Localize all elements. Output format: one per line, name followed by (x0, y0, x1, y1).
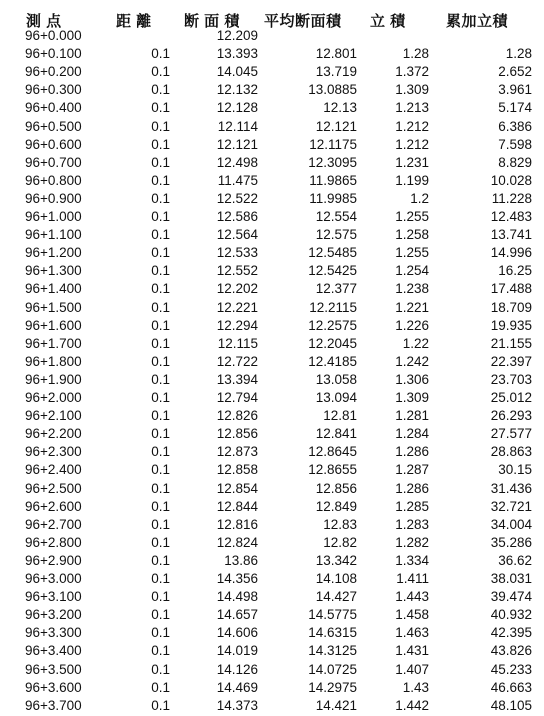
row-volume: 1.443 (395, 589, 429, 605)
row-distance: 0.1 (151, 462, 170, 478)
row-area: 13.86 (224, 552, 258, 568)
header-distance: 距 離 (116, 13, 152, 30)
row-point: 96+3.700 (25, 697, 82, 713)
row-cumulative: 45.233 (490, 661, 532, 677)
row-distance: 0.1 (151, 353, 170, 369)
row-volume: 1.242 (395, 353, 429, 369)
row-volume: 1.286 (395, 480, 429, 496)
row-point: 96+0.600 (25, 136, 82, 152)
row-avg-area: 14.0725 (308, 661, 357, 677)
row-area: 11.475 (217, 172, 258, 188)
row-area: 12.128 (216, 100, 258, 116)
row-distance: 0.1 (151, 227, 170, 243)
row-volume: 1.287 (395, 462, 429, 478)
row-cumulative: 42.395 (490, 625, 532, 641)
row-cumulative: 34.004 (490, 516, 532, 532)
row-point: 96+3.300 (25, 625, 82, 641)
row-avg-area: 13.719 (315, 64, 357, 80)
row-point: 96+0.800 (25, 172, 82, 188)
row-point: 96+1.700 (25, 335, 82, 351)
row-area: 12.114 (217, 118, 258, 134)
row-distance: 0.1 (151, 136, 170, 152)
row-cumulative: 25.012 (490, 390, 532, 405)
row-volume: 1.22 (402, 335, 429, 351)
row-area: 12.586 (216, 209, 258, 224)
row-avg-area: 14.6315 (308, 625, 357, 641)
row-area: 12.564 (216, 227, 258, 243)
row-avg-area: 14.3125 (308, 643, 357, 659)
row-point: 96+0.900 (25, 190, 82, 206)
row-distance: 0.1 (151, 390, 170, 405)
row-avg-area: 12.3095 (308, 154, 357, 170)
row-point: 96+1.000 (25, 209, 82, 224)
row-avg-area: 12.856 (315, 480, 357, 496)
row-avg-area: 12.841 (315, 426, 357, 442)
row-distance: 0.1 (151, 516, 170, 532)
row-point: 96+2.200 (25, 426, 82, 442)
row-point: 96+2.900 (25, 552, 82, 568)
row-cumulative: 13.741 (490, 227, 532, 243)
row-distance: 0.1 (151, 498, 170, 514)
row-point: 96+2.100 (25, 408, 82, 424)
row-area: 12.858 (216, 462, 258, 478)
row-volume: 1.334 (395, 552, 429, 568)
header-avg-area: 平均断面積 (264, 13, 342, 30)
row-distance: 0.1 (151, 480, 170, 496)
row-volume: 1.255 (395, 209, 429, 224)
row-area: 12.826 (216, 408, 258, 424)
row-volume: 1.254 (395, 263, 429, 279)
row-distance: 0.1 (151, 371, 170, 387)
row-avg-area: 12.5485 (308, 245, 357, 261)
row-volume: 1.284 (395, 426, 429, 442)
row-avg-area: 13.094 (315, 390, 357, 405)
row-cumulative: 38.031 (490, 571, 532, 586)
row-cumulative: 8.829 (498, 154, 532, 170)
row-point: 96+3.000 (25, 571, 82, 586)
row-point: 96+3.500 (25, 661, 82, 677)
row-cumulative: 28.863 (490, 444, 532, 460)
row-avg-area: 14.427 (315, 589, 357, 605)
row-area: 12.522 (216, 190, 258, 206)
row-distance: 0.1 (151, 82, 170, 98)
row-point: 96+3.100 (25, 589, 82, 605)
row-volume: 1.285 (395, 498, 429, 514)
row-area: 14.657 (216, 607, 258, 623)
row-avg-area: 12.83 (323, 516, 357, 532)
row-point: 96+2.600 (25, 498, 82, 514)
row-point: 96+2.700 (25, 516, 82, 532)
row-volume: 1.463 (395, 625, 429, 641)
row-distance: 0.1 (151, 245, 170, 261)
row-avg-area: 12.554 (315, 209, 357, 224)
row-cumulative: 5.174 (498, 100, 532, 116)
row-area: 12.115 (217, 335, 258, 351)
row-distance: 0.1 (151, 100, 170, 116)
row-volume: 1.283 (395, 516, 429, 532)
row-cumulative: 16.25 (498, 263, 532, 279)
row-volume: 1.458 (395, 607, 429, 623)
row-avg-area: 12.8645 (308, 444, 357, 460)
row-volume: 1.281 (395, 408, 429, 424)
row-avg-area: 11.9985 (309, 190, 357, 206)
row-distance: 0.1 (151, 281, 170, 297)
row-distance: 0.1 (151, 263, 170, 279)
row-volume: 1.282 (395, 534, 429, 550)
row-point: 96+0.100 (25, 46, 82, 62)
row-point: 96+3.600 (25, 679, 82, 695)
row-area: 12.209 (216, 28, 258, 43)
row-avg-area: 14.5775 (308, 607, 357, 623)
row-point: 96+0.200 (25, 64, 82, 80)
row-cumulative: 7.598 (498, 136, 532, 152)
row-area: 14.045 (216, 64, 258, 80)
row-point: 96+0.500 (25, 118, 82, 134)
row-point: 96+2.300 (25, 444, 82, 460)
row-distance: 0.1 (151, 190, 170, 206)
row-area: 12.533 (216, 245, 258, 261)
row-point: 96+0.300 (25, 82, 82, 98)
row-area: 14.356 (216, 571, 258, 586)
row-avg-area: 12.81 (323, 408, 357, 424)
row-point: 96+1.100 (25, 227, 82, 243)
row-cumulative: 43.826 (490, 643, 532, 659)
header-cumulative: 累加立積 (446, 13, 509, 30)
row-distance: 0.1 (151, 625, 170, 641)
row-volume: 1.309 (395, 390, 429, 405)
row-distance: 0.1 (151, 64, 170, 80)
row-cumulative: 39.474 (490, 589, 532, 605)
row-volume: 1.199 (395, 172, 429, 188)
row-volume: 1.442 (395, 697, 429, 713)
row-cumulative: 48.105 (490, 697, 532, 713)
row-distance: 0.1 (151, 46, 170, 62)
row-volume: 1.258 (395, 227, 429, 243)
row-cumulative: 12.483 (490, 209, 532, 224)
row-volume: 1.309 (395, 82, 429, 98)
row-cumulative: 14.996 (490, 245, 532, 261)
row-avg-area: 12.13 (323, 100, 357, 116)
row-distance: 0.1 (151, 571, 170, 586)
row-volume: 1.286 (395, 444, 429, 460)
row-avg-area: 12.8655 (308, 462, 357, 478)
row-distance: 0.1 (151, 679, 170, 695)
row-distance: 0.1 (151, 172, 170, 188)
row-distance: 0.1 (151, 335, 170, 351)
row-volume: 1.226 (395, 317, 429, 333)
row-cumulative: 35.286 (490, 534, 532, 550)
row-avg-area: 12.2045 (308, 335, 357, 351)
row-cumulative: 36.62 (498, 552, 532, 568)
row-area: 12.873 (216, 444, 258, 460)
row-point: 96+1.400 (25, 281, 82, 297)
row-area: 12.498 (216, 154, 258, 170)
row-avg-area: 12.801 (315, 46, 357, 62)
row-cumulative: 30.15 (498, 462, 532, 478)
row-avg-area: 12.575 (315, 227, 357, 243)
row-area: 12.132 (216, 82, 258, 98)
row-area: 14.373 (216, 697, 258, 713)
row-cumulative: 1.28 (505, 46, 532, 62)
row-avg-area: 12.849 (315, 498, 357, 514)
row-point: 96+1.300 (25, 263, 82, 279)
row-distance: 0.1 (151, 317, 170, 333)
row-cumulative: 21.155 (490, 335, 532, 351)
row-area: 14.498 (216, 589, 258, 605)
row-area: 12.552 (216, 263, 258, 279)
row-distance: 0.1 (151, 118, 170, 134)
row-area: 12.121 (216, 136, 258, 152)
row-distance: 0.1 (151, 154, 170, 170)
row-volume: 1.238 (395, 281, 429, 297)
row-cumulative: 11.228 (491, 190, 532, 206)
row-area: 13.394 (216, 371, 258, 387)
row-point: 96+1.600 (25, 317, 82, 333)
row-volume: 1.221 (395, 299, 429, 315)
row-volume: 1.43 (402, 679, 429, 695)
row-point: 96+0.000 (25, 28, 82, 43)
row-distance: 0.1 (151, 444, 170, 460)
row-volume: 1.255 (395, 245, 429, 261)
row-avg-area: 13.342 (315, 552, 357, 568)
row-point: 96+2.500 (25, 480, 82, 496)
row-volume: 1.306 (395, 371, 429, 387)
row-avg-area: 12.4185 (308, 353, 357, 369)
row-avg-area: 12.1175 (309, 136, 357, 152)
row-cumulative: 2.652 (498, 64, 532, 80)
row-cumulative: 6.386 (498, 118, 532, 134)
row-area: 12.722 (216, 353, 258, 369)
row-distance: 0.1 (151, 643, 170, 659)
row-volume: 1.213 (395, 100, 429, 116)
header-point: 測 点 (26, 13, 62, 30)
row-area: 12.824 (216, 534, 258, 550)
row-cumulative: 26.293 (490, 408, 532, 424)
row-point: 96+3.200 (25, 607, 82, 623)
row-distance: 0.1 (151, 534, 170, 550)
row-area: 12.294 (216, 317, 258, 333)
row-distance: 0.1 (151, 661, 170, 677)
row-point: 96+2.400 (25, 462, 82, 478)
row-area: 13.393 (216, 46, 258, 62)
header-area: 断 面 積 (184, 13, 240, 30)
row-volume: 1.212 (395, 118, 429, 134)
row-point: 96+1.200 (25, 245, 82, 261)
row-cumulative: 27.577 (490, 426, 532, 442)
row-avg-area: 12.2115 (309, 299, 357, 315)
row-area: 14.126 (216, 661, 258, 677)
row-cumulative: 32.721 (490, 498, 532, 514)
row-cumulative: 31.436 (490, 480, 532, 496)
row-point: 96+1.900 (25, 371, 82, 387)
row-cumulative: 22.397 (490, 353, 532, 369)
row-volume: 1.212 (395, 136, 429, 152)
row-area: 12.854 (216, 480, 258, 496)
row-distance: 0.1 (151, 209, 170, 224)
row-point: 96+1.800 (25, 353, 82, 369)
row-volume: 1.431 (395, 643, 429, 659)
row-point: 96+3.400 (25, 643, 82, 659)
row-point: 96+0.700 (25, 154, 82, 170)
row-avg-area: 14.421 (315, 697, 357, 713)
row-cumulative: 10.028 (490, 172, 532, 188)
row-point: 96+2.800 (25, 534, 82, 550)
row-point: 96+0.400 (25, 100, 82, 116)
row-point: 96+1.500 (25, 299, 82, 315)
row-area: 14.469 (216, 679, 258, 695)
row-avg-area: 12.377 (315, 281, 357, 297)
row-distance: 0.1 (151, 589, 170, 605)
row-area: 12.844 (216, 498, 258, 514)
row-distance: 0.1 (151, 426, 170, 442)
row-area: 12.202 (216, 281, 258, 297)
row-distance: 0.1 (151, 697, 170, 713)
row-volume: 1.2 (410, 190, 429, 206)
row-distance: 0.1 (151, 299, 170, 315)
row-volume: 1.411 (396, 571, 429, 586)
row-avg-area: 14.2975 (308, 679, 357, 695)
row-avg-area: 13.058 (315, 371, 357, 387)
row-area: 14.019 (216, 643, 258, 659)
row-cumulative: 3.961 (498, 82, 532, 98)
row-volume: 1.372 (395, 64, 429, 80)
row-volume: 1.407 (395, 661, 429, 677)
header-volume: 立 積 (370, 13, 406, 30)
row-avg-area: 14.108 (315, 571, 357, 586)
row-cumulative: 19.935 (490, 317, 532, 333)
row-distance: 0.1 (151, 607, 170, 623)
row-volume: 1.231 (395, 154, 429, 170)
row-area: 12.221 (216, 299, 258, 315)
row-avg-area: 12.5425 (308, 263, 357, 279)
row-avg-area: 12.82 (323, 534, 357, 550)
row-area: 14.606 (216, 625, 258, 641)
row-cumulative: 17.488 (490, 281, 532, 297)
row-cumulative: 40.932 (490, 607, 532, 623)
row-distance: 0.1 (151, 408, 170, 424)
row-point: 96+2.000 (25, 390, 82, 405)
row-avg-area: 12.121 (315, 118, 357, 134)
row-area: 12.794 (216, 390, 258, 405)
row-cumulative: 18.709 (490, 299, 532, 315)
row-volume: 1.28 (402, 46, 429, 62)
row-avg-area: 12.2575 (308, 317, 357, 333)
row-avg-area: 13.0885 (308, 82, 357, 98)
row-avg-area: 11.9865 (309, 172, 357, 188)
row-distance: 0.1 (151, 552, 170, 568)
row-area: 12.856 (216, 426, 258, 442)
row-cumulative: 23.703 (490, 371, 532, 387)
row-area: 12.816 (216, 516, 258, 532)
row-cumulative: 46.663 (490, 679, 532, 695)
